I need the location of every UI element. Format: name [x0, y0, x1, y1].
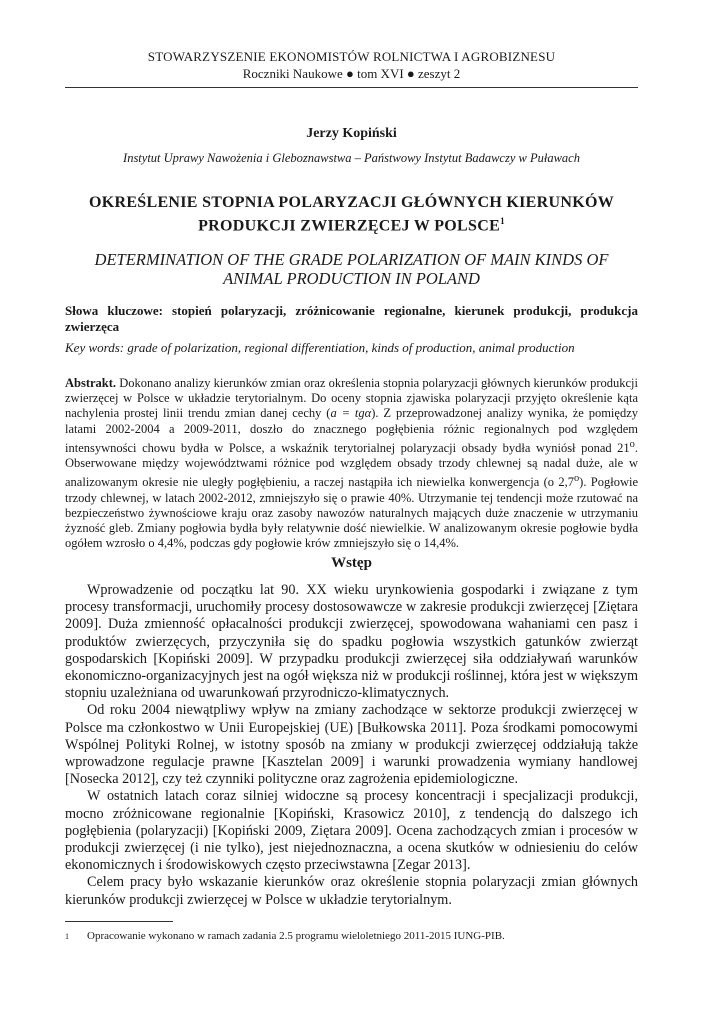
abstract-text-4: ). Pogłowie trzody chlewnej, w latach 2002-2012, zmniejszyło się o prawie 40%. Utrzymanie tej tendencji może rzutować na bezpieczeństwo żywnościowe kraju oraz zasoby nawozów naturalnych mających duże znaczenie w utrzymaniu żyzność gleb. Zmiany pogłowia bydła były relatywnie dość niewielkie. W analizowanym okresie pogłowie bydła ogółem wzrosło o 4,4%, podczas gdy pogłowie krów zmniejszyło się o 14,4%.	[65, 475, 638, 551]
abstract-text-3: . Obserwowane między województwami różnice pod względem obsady trzody chlewnej są nadal duże, ale w analizowanym okresie nie uległy pogłębieniu, a raczej nastąpiła ich niewielka konwergencja (o 2,7	[65, 440, 638, 490]
abstract-degree-1: o	[629, 438, 635, 450]
paragraph: Celem pracy było wskazanie kierunków oraz określenie stopnia polaryzacji zmian głównych kierunków produkcji zwierzęcej w Polsce w układzie terytorialnym.	[65, 874, 638, 908]
author-affiliation: Instytut Uprawy Nawożenia i Gleboznawstwa – Państwowy Instytut Badawczy w Puławach	[123, 151, 580, 165]
paper-title-polish	[65, 193, 638, 235]
paper-title-english: DETERMINATION OF THE GRADE POLARIZATION OF MAIN KINDS OF ANIMAL PRODUCTION IN POLAND	[94, 250, 609, 288]
paragraph: W ostatnich latach coraz silniej widoczne są procesy koncentracji i specjalizacji produkcji, mocno zróżnicowane regionalnie [Kopiński, Krasowicz 2010], z tendencją do dalszego ich pogłębienia (polaryzacji) [Kopiński 2009, Ziętara 2009]. Ocena zachodzących zmian i procesów w produkcji zwierzęcej (i nie tylko), jest niejednoznaczna, a ocena skutków w odniesieniu do celów ekonomicznych i środowiskowych często przeciwstawna [Zegar 2013].	[65, 788, 638, 874]
abstract-text-1: Dokonano analizy kierunków zmian oraz określenia stopnia polaryzacji głównych kierunków produkcji zwierzęcej w Polsce w układzie terytorialnym. Do oceny stopnia zjawiska polaryzacji przyjęto określenie kąta nachylenia prostej linii trendu zmian danej cechy (	[65, 376, 638, 421]
keywords-english: Key words: grade of polarization, regional differentiation, kinds of production, animal production	[65, 340, 575, 355]
journal-society-header: STOWARZYSZENIE EKONOMISTÓW ROLNICTWA I AGROBIZNESU	[147, 49, 556, 64]
journal-issue-header: Roczniki Naukowe ● tom XVI ● zeszyt 2	[242, 66, 461, 81]
paragraph: Wprowadzenie od początku lat 90. XX wieku urynkowienia gospodarki i związane z tym procesy transformacji, uruchomiły procesy dostosowawcze w zakresie produkcji zwierzęcej [Ziętara 2009]. Duża zmienność opłacalności produkcji zwierzęcej, spowodowana wahaniami cen pasz i produktów zwierzęcych, przyczyniła się do spadku pogłowia wszystkich gatunków zwierząt gospodarskich [Kopiński 2009]. W przypadku produkcji zwierzęcej siła oddziaływań warunków ekonomiczno-organizacyjnych jest na ogół większa niż w produkcji roślinnej, która jest w większym stopniu uzależniana od uwarunkowań przyrodniczo-klimatycznych.	[65, 582, 638, 702]
abstract-text-2: ). Z przeprowadzonej analizy wynika, że pomiędzy latami 2002-2004 a 2009-2011, doszło do znacznego pogłębienia różnic regionalnych pod względem intensywności chowu bydła w Polsce, a wskaźnik terytorialnej polaryzacji obsady bydła wyniósł ponad 21	[65, 406, 638, 455]
paper-title-polish-text: OKREŚLENIE STOPNIA POLARYZACJI GŁÓWNYCH KIERUNKÓW PRODUKCJI ZWIERZĘCEJ W POLSCE	[88, 194, 615, 235]
keywords-polish: Słowa kluczowe: stopień polaryzacji, zróżnicowanie regionalne, kierunek produkcji, produkcja zwierzęca	[65, 303, 638, 334]
author-name: Jerzy Kopiński	[306, 126, 397, 141]
section-heading: Wstęp	[331, 555, 372, 571]
paragraph: Od roku 2004 niewątpliwy wpływ na zmiany zachodzące w sektorze produkcji zwierzęcej w Polsce ma członkostwo w Unii Europejskiej (UE) [Bułkowska 2011]. Poza środkami pomocowymi Wspólnej Polityki Rolnej, w istotny sposób na zmiany w produkcji zwierzęcej oddziałują także wprowadzone regulacje prawne [Kasztelan 2009] i warunki prowadzenia wymiany handlowej [Nosecka 2012], czy też czynniki polityczne oraz zagrożenia epidemiologiczne.	[65, 702, 638, 788]
abstract-formula: a = tgα	[330, 406, 372, 421]
abstract-degree-2: o	[573, 473, 580, 485]
footnote	[65, 930, 638, 943]
footnote-mark: 1	[65, 932, 69, 941]
abstract	[65, 376, 638, 552]
abstract-label: Abstrakt.	[65, 376, 117, 390]
footnote-divider	[65, 921, 173, 922]
footnote-text: Opracowanie wykonano w ramach zadania 2.5 programu wieloletniego 2011-2015 IUNG-PIB.	[87, 930, 505, 942]
header-divider	[65, 87, 638, 88]
body-text	[65, 582, 638, 909]
title-footnote-mark: 1	[500, 216, 505, 226]
